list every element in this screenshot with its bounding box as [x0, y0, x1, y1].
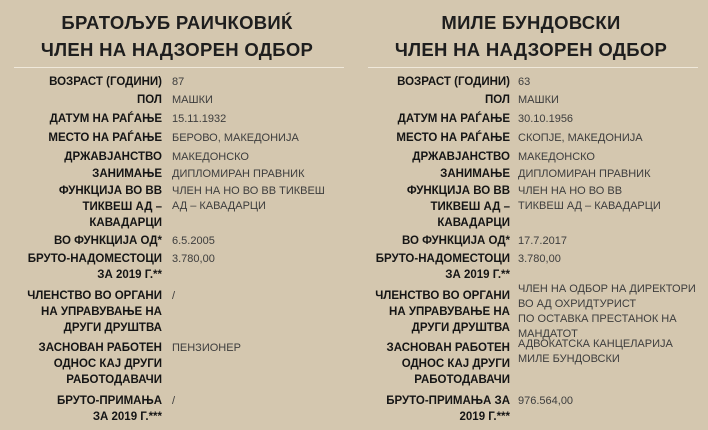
field-label-line: ВОЗРАСТ (ГОДИНИ)	[397, 76, 510, 88]
field-label-function	[407, 183, 510, 231]
field-label-sex	[485, 92, 510, 108]
field-value-line: 63	[518, 76, 531, 88]
field-value-line: ДИПЛОМИРАН ПРАВНИК	[518, 168, 651, 180]
field-label-line: ЗА 2019 Г.**	[445, 269, 510, 281]
field-label-birth-date	[50, 111, 162, 127]
field-value-line: /	[172, 290, 176, 302]
field-value-gross-fees	[172, 252, 215, 267]
field-value-birth-place	[518, 131, 643, 146]
field-value-occupation	[172, 167, 304, 182]
field-value-line: ТИКВЕШ АД – КАВАДАРЦИ	[518, 200, 661, 212]
field-value-citizenship	[518, 150, 595, 165]
right-member-column	[354, 0, 708, 430]
field-label-line: БРУТО-НАДОМЕСТОЦИ	[27, 253, 162, 265]
field-label-line: 2019 Г.***	[459, 411, 510, 423]
field-label-line: МЕСТО НА РАЃАЊЕ	[396, 132, 510, 144]
field-label-line: ОДНОС КАЈ ДРУГИ	[401, 358, 510, 370]
field-value-line: МАКЕДОНСКО	[518, 151, 595, 163]
field-label-function	[59, 183, 162, 231]
field-value-line: 87	[172, 76, 185, 88]
field-label-line: ЗАНИМАЊЕ	[440, 168, 510, 180]
field-label-age	[49, 74, 162, 90]
member-role-heading: ЧЛЕН НА НАДЗОРЕН ОДБОР	[40, 39, 314, 60]
field-label-employment	[387, 340, 511, 388]
field-value-line: 976.564,00	[518, 395, 574, 407]
field-label-line: РАБОТОДАВАЧИ	[66, 374, 162, 386]
field-value-employment	[518, 337, 673, 367]
field-label-in-function-since	[54, 233, 162, 249]
field-label-in-function-since	[402, 233, 510, 249]
field-value-line: БЕРОВО, МАКЕДОНИЈА	[172, 132, 299, 144]
field-value-line: СКОПЈЕ, МАКЕДОНИЈА	[518, 132, 643, 144]
field-label-line: ВО ФУНКЦИЈА ОД*	[401, 235, 510, 247]
field-value-line: АДВОКАТСКА КАНЦЕЛАРИЈА	[518, 338, 673, 350]
field-label-line: ДАТУМ НА РАЃАЊЕ	[397, 113, 510, 125]
heading-divider	[14, 67, 344, 68]
field-label-line: ОДНОС КАЈ ДРУГИ	[53, 358, 162, 370]
field-value-line: МАШКИ	[518, 94, 559, 106]
field-value-line: МАШКИ	[172, 94, 213, 106]
field-value-birth-date	[518, 112, 573, 127]
field-label-line: НА УПРАВУВАЊЕ НА	[41, 306, 162, 318]
field-value-line: 3.780,00	[518, 253, 561, 265]
field-label-line: НА УПРАВУВАЊЕ НА	[389, 306, 510, 318]
field-label-line: ДРУГИ ДРУШТВА	[63, 322, 162, 334]
field-label-line: ДРУГИ ДРУШТВА	[411, 322, 510, 334]
field-label-gross-fees	[376, 251, 510, 283]
field-value-line: МАКЕДОНСКО	[172, 151, 249, 163]
field-value-line: МАНДАТОТ	[518, 328, 578, 340]
field-label-line: БРУТО-ПРИМАЊА	[56, 395, 162, 407]
field-label-employment	[39, 340, 163, 388]
field-value-line: АД – КАВАДАРЦИ	[172, 200, 266, 212]
field-label-birth-date	[398, 111, 510, 127]
field-label-line: ТИКВЕШ АД –	[430, 201, 510, 213]
field-label-line: ЗАСНОВАН РАБОТЕН	[38, 342, 162, 354]
field-label-line: КАВАДАРЦИ	[437, 217, 510, 229]
field-label-line: ЗАСНОВАН РАБОТЕН	[386, 342, 510, 354]
field-label-line: ВО ФУНКЦИЈА ОД*	[53, 235, 162, 247]
field-label-line: ДРЖАВЈАНСТВО	[64, 151, 162, 163]
field-value-line: ЧЛЕН НА НО ВО ВВ	[518, 185, 623, 197]
field-value-age	[518, 75, 530, 90]
field-label-age	[397, 74, 510, 90]
field-label-board-memberships	[375, 288, 510, 336]
field-label-occupation	[92, 166, 162, 182]
field-label-gross-income	[57, 393, 162, 425]
member-name-heading: БРАТОЉУБ РАИЧКОВИЌ	[61, 12, 293, 33]
field-label-line: МЕСТО НА РАЃАЊЕ	[48, 132, 162, 144]
field-value-occupation	[518, 167, 650, 182]
field-label-sex	[137, 92, 162, 108]
heading-divider	[368, 67, 698, 68]
field-label-gross-income	[386, 393, 510, 425]
field-label-line: ТИКВЕШ АД –	[82, 201, 162, 213]
field-value-line: 3.780,00	[172, 253, 215, 265]
field-value-line: ПЕНЗИОНЕР	[172, 342, 241, 354]
field-label-line: ПОЛ	[137, 94, 162, 106]
field-value-citizenship	[172, 150, 249, 165]
field-value-birth-date	[172, 112, 226, 127]
field-label-line: БРУТО-НАДОМЕСТОЦИ	[375, 253, 510, 265]
field-value-function	[172, 184, 325, 214]
member-role-heading: ЧЛЕН НА НАДЗОРЕН ОДБОР	[394, 39, 668, 60]
field-value-in-function-since	[172, 234, 215, 249]
field-label-gross-fees	[28, 251, 162, 283]
field-label-line: ФУНКЦИЈА ВО ВВ	[58, 185, 162, 197]
field-label-line: ДРЖАВЈАНСТВО	[412, 151, 510, 163]
field-value-line: 30.10.1956	[518, 113, 574, 125]
field-value-line: ВО АД ОХРИДТУРИСТ	[518, 298, 637, 310]
field-label-citizenship	[64, 149, 162, 165]
field-value-line: 15.11.1932	[172, 113, 227, 125]
field-value-gross-income	[518, 394, 573, 409]
field-value-employment	[172, 341, 241, 356]
field-value-board-memberships	[172, 289, 175, 304]
field-label-line: РАБОТОДАВАЧИ	[414, 374, 510, 386]
field-value-line: ЧЛЕН НА НО ВО ВВ ТИКВЕШ	[172, 185, 325, 197]
field-value-gross-fees	[518, 252, 561, 267]
field-label-occupation	[440, 166, 510, 182]
field-value-function	[518, 184, 661, 214]
field-value-line: ЧЛЕН НА ОДБОР НА ДИРЕКТОРИ	[518, 283, 696, 295]
field-value-sex	[172, 93, 213, 108]
field-value-line: ДИПЛОМИРАН ПРАВНИК	[172, 168, 305, 180]
field-label-line: ВОЗРАСТ (ГОДИНИ)	[49, 76, 162, 88]
field-label-birth-place	[48, 130, 162, 146]
field-value-board-memberships	[518, 282, 696, 342]
field-label-line: ЗА 2019 Г.***	[92, 411, 162, 423]
field-value-line: МИЛЕ БУНДОВСКИ	[518, 353, 620, 365]
field-label-line: ПОЛ	[485, 94, 510, 106]
field-label-line: БРУТО-ПРИМАЊА ЗА	[386, 395, 510, 407]
field-label-line: ФУНКЦИЈА ВО ВВ	[406, 185, 510, 197]
member-name-heading: МИЛЕ БУНДОВСКИ	[441, 12, 621, 33]
field-label-board-memberships	[27, 288, 162, 336]
field-label-line: ДАТУМ НА РАЃАЊЕ	[49, 113, 162, 125]
field-label-line: КАВАДАРЦИ	[89, 217, 162, 229]
field-value-age	[172, 75, 184, 90]
field-label-line: ЧЛЕНСТВО ВО ОРГАНИ	[27, 290, 162, 302]
field-label-line: ЗА 2019 Г.**	[97, 269, 162, 281]
field-value-line: 6.5.2005	[172, 235, 215, 247]
field-value-line: 17.7.2017	[518, 235, 567, 247]
field-value-line: /	[172, 395, 176, 407]
field-value-in-function-since	[518, 234, 567, 249]
field-label-line: ЗАНИМАЊЕ	[92, 168, 162, 180]
field-label-citizenship	[412, 149, 510, 165]
field-value-birth-place	[172, 131, 299, 146]
field-value-sex	[518, 93, 559, 108]
field-value-line: ПО ОСТАВКА ПРЕСТАНОК НА	[518, 313, 677, 325]
field-label-birth-place	[396, 130, 510, 146]
field-value-gross-income	[172, 394, 175, 409]
field-label-line: ЧЛЕНСТВО ВО ОРГАНИ	[375, 290, 510, 302]
